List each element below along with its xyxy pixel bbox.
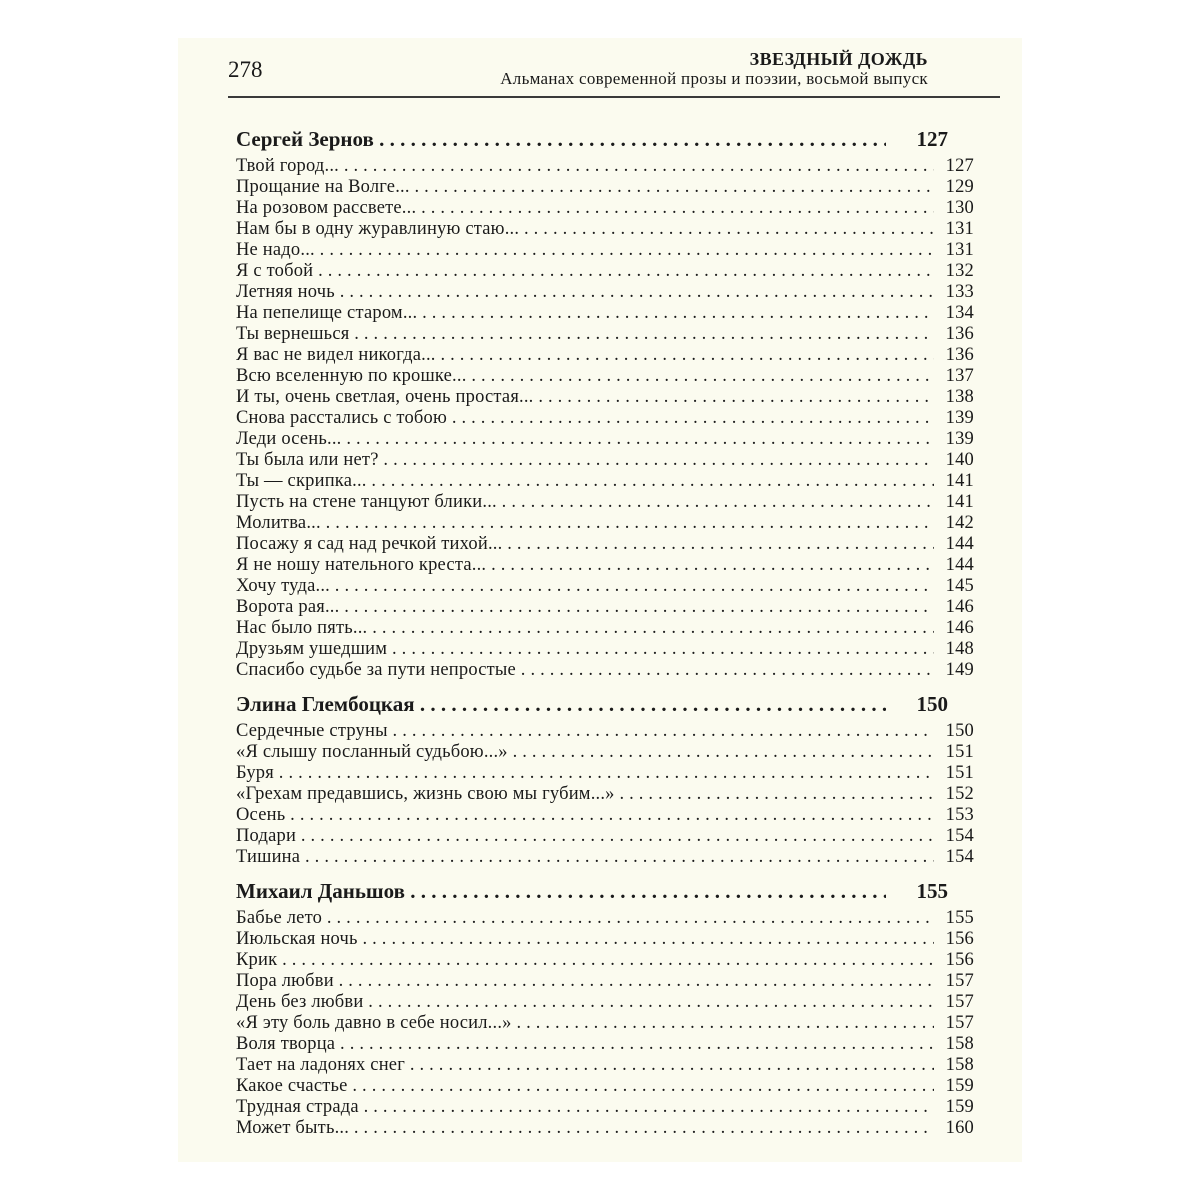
book-page [178, 38, 1022, 1162]
entry-title: Ворота рая... [236, 597, 340, 617]
dot-leader [236, 177, 934, 198]
entry-title: День без любви [236, 992, 364, 1012]
toc-entry [236, 1013, 974, 1034]
dot-leader [236, 366, 934, 387]
entry-title: Крик [236, 950, 278, 970]
entry-page-number: 141 [942, 492, 974, 513]
toc-entry [236, 219, 974, 240]
dot-leader [236, 971, 934, 992]
entry-title: Молитва... [236, 513, 321, 533]
dot-leader [236, 576, 934, 597]
toc-author-section [236, 124, 974, 681]
toc-entry [236, 366, 974, 387]
toc-entry [236, 555, 974, 576]
entry-page-number: 133 [942, 282, 974, 303]
toc-entry [236, 742, 974, 763]
entry-page-number: 151 [942, 763, 974, 784]
entry-title: Трудная страда [236, 1097, 359, 1117]
toc-entry [236, 1097, 974, 1118]
toc-entry [236, 387, 974, 408]
toc-entry [236, 847, 974, 868]
entry-title: Снова расстались с тобою [236, 408, 448, 428]
dot-leader [236, 784, 934, 805]
running-title: ЗВЕЗДНЫЙ ДОЖДЬ [749, 49, 928, 69]
entry-page-number: 158 [942, 1055, 974, 1076]
toc-entry [236, 450, 974, 471]
dot-leader [236, 492, 934, 513]
entry-title: Твой город... [236, 156, 339, 176]
dot-leader [236, 324, 934, 345]
author-name: Сергей Зернов [236, 127, 374, 151]
toc-entry [236, 177, 974, 198]
entry-page-number: 139 [942, 429, 974, 450]
toc-author-heading [236, 689, 948, 719]
table-of-contents [236, 124, 974, 1139]
toc-author-section [236, 689, 974, 868]
dot-leader [236, 534, 934, 555]
toc-entry [236, 324, 974, 345]
entry-page-number: 131 [942, 219, 974, 240]
entry-title: Сердечные струны [236, 721, 388, 741]
dot-leader [236, 639, 934, 660]
dot-leader [236, 950, 934, 971]
entry-page-number: 156 [942, 929, 974, 950]
entry-title: Я вас не видел никогда... [236, 345, 436, 365]
dot-leader [236, 618, 934, 639]
dot-leader [236, 742, 934, 763]
toc-entry [236, 660, 974, 681]
author-name: Михаил Даньшов [236, 879, 405, 903]
entry-title: Не надо... [236, 240, 315, 260]
entry-page-number: 138 [942, 387, 974, 408]
entry-title: Может быть... [236, 1118, 350, 1138]
toc-entry [236, 345, 974, 366]
entry-page-number: 148 [942, 639, 974, 660]
toc-entry [236, 971, 974, 992]
entry-title: Я с тобой [236, 261, 314, 281]
entry-title: Прощание на Волге... [236, 177, 410, 197]
toc-entry [236, 513, 974, 534]
entry-title: Осень [236, 805, 286, 825]
toc-entry [236, 198, 974, 219]
entry-title: Нам бы в одну журавлиную стаю... [236, 219, 520, 239]
entry-title: «Я слышу посланный судьбою...» [236, 742, 508, 762]
entry-page-number: 131 [942, 240, 974, 261]
dot-leader [236, 597, 934, 618]
entry-title: Буря [236, 763, 274, 783]
entry-title: Бабье лето [236, 908, 323, 928]
dot-leader [236, 555, 934, 576]
entry-title: Друзьям ушедшим [236, 639, 388, 659]
entry-page-number: 146 [942, 597, 974, 618]
author-name: Элина Глембоцкая [236, 692, 415, 716]
toc-entry [236, 805, 974, 826]
entry-page-number: 146 [942, 618, 974, 639]
toc-entry [236, 282, 974, 303]
entry-title: Я не ношу нательного креста... [236, 555, 487, 575]
author-page-number: 127 [913, 124, 949, 154]
running-subtitle: Альманах современной прозы и поэзии, восьмой выпуск [500, 69, 928, 88]
dot-leader [236, 471, 934, 492]
entry-page-number: 137 [942, 366, 974, 387]
toc-entry [236, 763, 974, 784]
dot-leader [236, 929, 934, 950]
entry-title: Подари [236, 826, 297, 846]
dot-leader [236, 689, 886, 719]
entry-page-number: 159 [942, 1076, 974, 1097]
entry-title: На розовом рассвете... [236, 198, 417, 218]
entry-page-number: 144 [942, 534, 974, 555]
entry-page-number: 151 [942, 742, 974, 763]
entry-title: Спасибо судьбе за пути непростые [236, 660, 516, 680]
entry-title: Июльская ночь [236, 929, 358, 949]
toc-entry [236, 1118, 974, 1139]
entry-page-number: 139 [942, 408, 974, 429]
entry-title: И ты, очень светлая, очень простая... [236, 387, 534, 407]
toc-entry [236, 992, 974, 1013]
toc-entry [236, 929, 974, 950]
toc-entry [236, 471, 974, 492]
dot-leader [236, 261, 934, 282]
toc-entry [236, 156, 974, 177]
entry-title: Хочу туда... [236, 576, 330, 596]
entry-title: Ты — скрипка... [236, 471, 367, 491]
dot-leader [236, 219, 934, 240]
entry-page-number: 134 [942, 303, 974, 324]
page-number: 278 [228, 57, 263, 82]
dot-leader [236, 345, 934, 366]
dot-leader [236, 513, 934, 534]
entry-title: Нас было пять... [236, 618, 368, 638]
dot-leader [236, 1013, 934, 1034]
entry-page-number: 149 [942, 660, 974, 681]
toc-entry [236, 826, 974, 847]
entry-title: Пора любви [236, 971, 334, 991]
entry-page-number: 142 [942, 513, 974, 534]
entry-title: Пусть на стене танцуют блики... [236, 492, 497, 512]
toc-entry [236, 261, 974, 282]
header-rule [228, 96, 1000, 98]
running-header [178, 38, 1022, 102]
entry-title: Воля творца [236, 1034, 336, 1054]
entry-title: Посажу я сад над речкой тихой... [236, 534, 503, 554]
entry-page-number: 154 [942, 847, 974, 868]
entry-page-number: 140 [942, 450, 974, 471]
entry-page-number: 154 [942, 826, 974, 847]
toc-entry [236, 408, 974, 429]
entry-page-number: 132 [942, 261, 974, 282]
entry-page-number: 152 [942, 784, 974, 805]
dot-leader [236, 721, 934, 742]
dot-leader [236, 1097, 934, 1118]
entry-page-number: 127 [942, 156, 974, 177]
dot-leader [236, 805, 934, 826]
entry-page-number: 158 [942, 1034, 974, 1055]
dot-leader [236, 1118, 934, 1139]
dot-leader [236, 826, 934, 847]
dot-leader [236, 660, 934, 681]
dot-leader [236, 847, 934, 868]
dot-leader [236, 156, 934, 177]
toc-author-heading [236, 876, 948, 906]
dot-leader [236, 387, 934, 408]
entry-page-number: 157 [942, 992, 974, 1013]
toc-entry [236, 303, 974, 324]
dot-leader [236, 450, 934, 471]
entry-title: Ты вернешься [236, 324, 350, 344]
dot-leader [236, 198, 934, 219]
entry-title: Летняя ночь [236, 282, 335, 302]
dot-leader [236, 876, 886, 906]
toc-entry [236, 639, 974, 660]
toc-entry [236, 784, 974, 805]
entry-page-number: 145 [942, 576, 974, 597]
toc-entry [236, 492, 974, 513]
entry-title: Тает на ладонях снег [236, 1055, 406, 1075]
entry-page-number: 157 [942, 1013, 974, 1034]
entry-page-number: 159 [942, 1097, 974, 1118]
toc-entry [236, 576, 974, 597]
entry-page-number: 150 [942, 721, 974, 742]
entry-title: На пепелище старом... [236, 303, 418, 323]
entry-title: Всю вселенную по крошке... [236, 366, 467, 386]
entry-title: Ты была или нет? [236, 450, 379, 470]
author-page-number: 155 [913, 876, 949, 906]
entry-page-number: 157 [942, 971, 974, 992]
dot-leader [236, 763, 934, 784]
entry-title: «Грехам предавшись, жизнь свою мы губим...» [236, 784, 615, 804]
dot-leader [236, 408, 934, 429]
toc-entry [236, 908, 974, 929]
dot-leader [236, 1055, 934, 1076]
toc-entry [236, 597, 974, 618]
dot-leader [236, 1076, 934, 1097]
dot-leader [236, 908, 934, 929]
entry-page-number: 136 [942, 324, 974, 345]
entry-title: Леди осень... [236, 429, 342, 449]
entry-page-number: 155 [942, 908, 974, 929]
toc-author-section [236, 876, 974, 1139]
dot-leader [236, 282, 934, 303]
entry-title: Тишина [236, 847, 301, 867]
entry-title: «Я эту боль давно в себе носил...» [236, 1013, 512, 1033]
dot-leader [236, 303, 934, 324]
entry-page-number: 156 [942, 950, 974, 971]
dot-leader [236, 429, 934, 450]
entry-page-number: 144 [942, 555, 974, 576]
entry-page-number: 129 [942, 177, 974, 198]
entry-page-number: 160 [942, 1118, 974, 1139]
toc-entry [236, 1076, 974, 1097]
dot-leader [236, 1034, 934, 1055]
toc-entry [236, 1055, 974, 1076]
entry-page-number: 130 [942, 198, 974, 219]
toc-entry [236, 1034, 974, 1055]
toc-entry [236, 721, 974, 742]
entry-page-number: 141 [942, 471, 974, 492]
toc-entry [236, 429, 974, 450]
dot-leader [236, 124, 886, 154]
toc-entry [236, 618, 974, 639]
dot-leader [236, 240, 934, 261]
toc-entry [236, 534, 974, 555]
toc-entry [236, 240, 974, 261]
dot-leader [236, 992, 934, 1013]
entry-page-number: 153 [942, 805, 974, 826]
author-page-number: 150 [913, 689, 949, 719]
entry-title: Какое счастье [236, 1076, 348, 1096]
toc-entry [236, 950, 974, 971]
entry-page-number: 136 [942, 345, 974, 366]
toc-author-heading [236, 124, 948, 154]
